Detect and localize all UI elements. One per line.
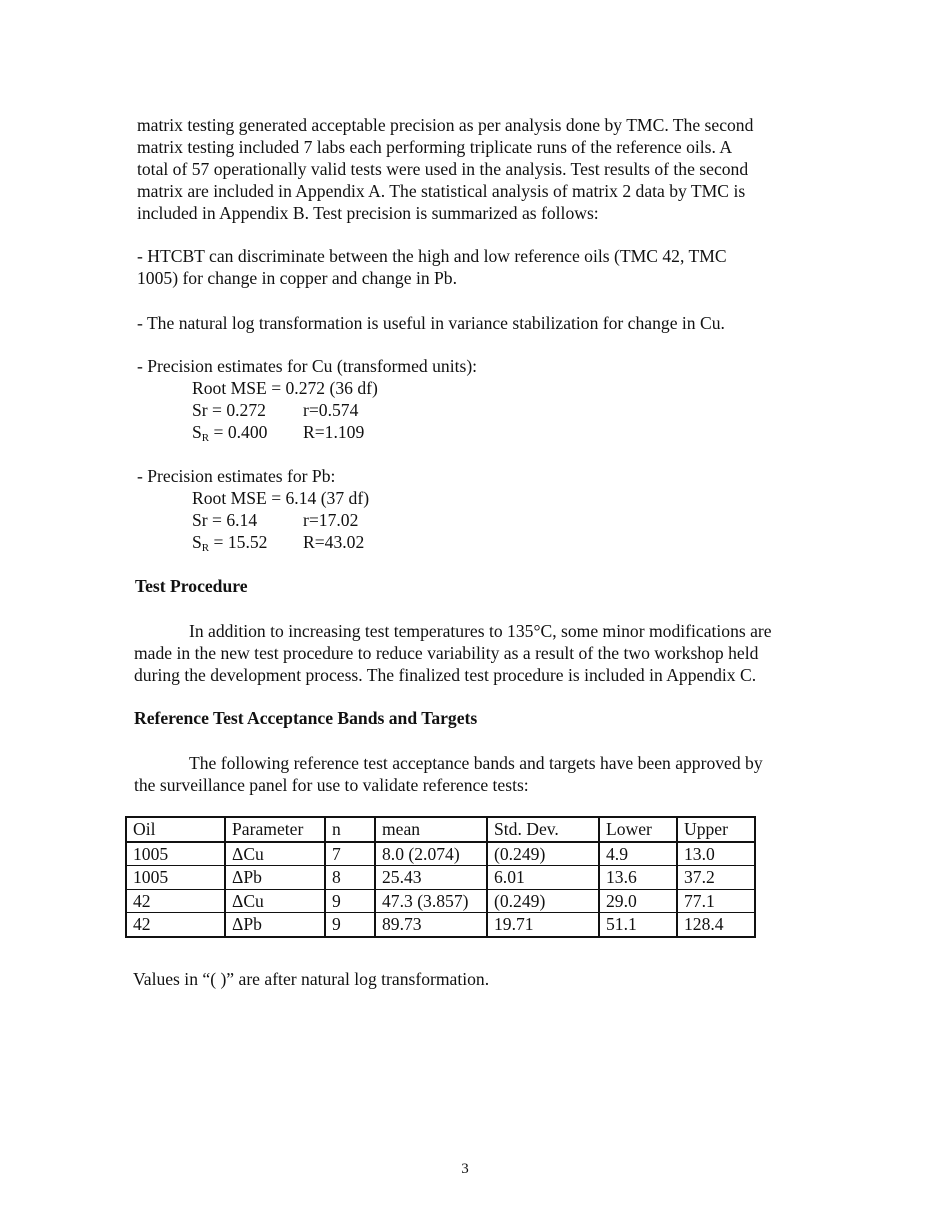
cell-n: 8 [325, 866, 375, 890]
pb-r: r=17.02 [303, 510, 359, 530]
test-procedure-paragraph [134, 620, 772, 686]
cell-std-dev: 19.71 [487, 913, 599, 937]
reference-bands-paragraph [134, 752, 763, 796]
test-procedure-line: In addition to increasing test temperatures to 135°C, some minor modifications are [189, 621, 772, 641]
cu-root-mse: Root MSE = 0.272 (36 df) [192, 378, 378, 398]
cell-parameter: ΔPb [225, 913, 325, 937]
cell-upper: 77.1 [677, 889, 755, 913]
cell-std-dev: (0.249) [487, 889, 599, 913]
cell-mean: 25.43 [375, 866, 487, 890]
table-row [126, 889, 755, 913]
cell-mean: 89.73 [375, 913, 487, 937]
intro-paragraph [137, 114, 753, 224]
cell-oil: 1005 [126, 842, 225, 866]
test-procedure-line: made in the new test procedure to reduce variability as a result of the two workshop held [134, 643, 759, 663]
cu-sr: Sr = 0.272 [192, 400, 266, 420]
cell-mean: 47.3 (3.857) [375, 889, 487, 913]
pb-sR [192, 531, 267, 553]
cell-parameter: ΔCu [225, 889, 325, 913]
cell-n: 9 [325, 889, 375, 913]
reference-bands-heading: Reference Test Acceptance Bands and Targets [134, 708, 478, 728]
cell-upper: 128.4 [677, 913, 755, 937]
pb-sR-value: = 15.52 [209, 532, 268, 552]
cell-lower: 51.1 [599, 913, 677, 937]
table-footnote: Values in “( )” are after natural log transformation. [133, 969, 490, 989]
table-row [126, 842, 755, 866]
table-header-row [126, 817, 755, 842]
bullet-discrimination [137, 245, 727, 289]
cell-upper: 13.0 [677, 842, 755, 866]
table-row [126, 866, 755, 890]
intro-line: matrix testing generated acceptable precision as per analysis done by TMC. The second [137, 115, 754, 135]
intro-line: matrix testing included 7 labs each performing triplicate runs of the reference oils. A [137, 137, 733, 157]
cell-parameter: ΔPb [225, 866, 325, 890]
cell-n: 9 [325, 913, 375, 937]
cell-n: 7 [325, 842, 375, 866]
bullet-line: 1005) for change in copper and change in Pb. [137, 268, 458, 288]
cu-sR-subscript: R [201, 432, 210, 444]
intro-line: total of 57 operationally valid tests were used in the analysis. Test results of the second [137, 159, 749, 179]
cell-lower: 13.6 [599, 866, 677, 890]
cu-R: R=1.109 [303, 422, 365, 442]
cell-lower: 29.0 [599, 889, 677, 913]
reference-bands-line: The following reference test acceptance bands and targets have been approved by [189, 753, 763, 773]
header-parameter: Parameter [225, 817, 325, 842]
cu-precision-title: - Precision estimates for Cu (transformed units): [137, 356, 478, 376]
test-procedure-line: during the development process. The finalized test procedure is included in Appendix C. [134, 665, 757, 685]
header-lower: Lower [599, 817, 677, 842]
test-procedure-heading: Test Procedure [135, 576, 248, 596]
cu-sR-value: = 0.400 [209, 422, 268, 442]
table-row [126, 913, 755, 937]
header-upper: Upper [677, 817, 755, 842]
header-mean: mean [375, 817, 487, 842]
cell-lower: 4.9 [599, 842, 677, 866]
cu-sR [192, 421, 267, 443]
header-std-dev: Std. Dev. [487, 817, 599, 842]
pb-root-mse: Root MSE = 6.14 (37 df) [192, 488, 370, 508]
cell-upper: 37.2 [677, 866, 755, 890]
cell-oil: 1005 [126, 866, 225, 890]
cell-oil: 42 [126, 889, 225, 913]
page-number: 3 [461, 1161, 469, 1177]
cell-std-dev: (0.249) [487, 842, 599, 866]
reference-bands-line: the surveillance panel for use to validate reference tests: [134, 775, 529, 795]
bullet-log-transformation: - The natural log transformation is useful in variance stabilization for change in Cu. [137, 313, 725, 333]
cell-parameter: ΔCu [225, 842, 325, 866]
cell-mean: 8.0 (2.074) [375, 842, 487, 866]
pb-sR-symbol: S [192, 532, 202, 552]
header-oil: Oil [126, 817, 225, 842]
intro-line: matrix are included in Appendix A. The statistical analysis of matrix 2 data by TMC is [137, 181, 746, 201]
cell-std-dev: 6.01 [487, 866, 599, 890]
pb-sr: Sr = 6.14 [192, 510, 258, 530]
cell-oil: 42 [126, 913, 225, 937]
header-n: n [325, 817, 375, 842]
pb-sR-subscript: R [201, 542, 210, 554]
cu-r: r=0.574 [303, 400, 359, 420]
pb-R: R=43.02 [303, 532, 365, 552]
bullet-line: - HTCBT can discriminate between the high and low reference oils (TMC 42, TMC [137, 246, 727, 266]
pb-precision-title: - Precision estimates for Pb: [137, 466, 336, 486]
cu-sR-symbol: S [192, 422, 202, 442]
acceptance-bands-table [125, 816, 756, 938]
intro-line: included in Appendix B. Test precision is summarized as follows: [137, 203, 599, 223]
